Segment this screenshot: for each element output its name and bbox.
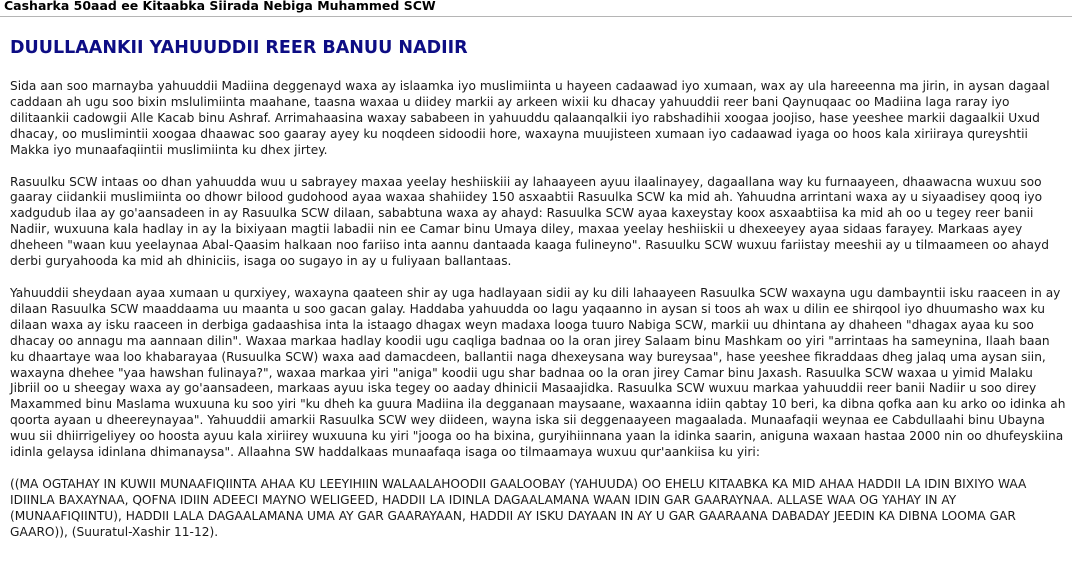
title-divider [0, 16, 1072, 17]
paragraph-3: Yahuuddii sheydaan ayaa xumaan u qurxiyey, waxayna qaateen shir ay uga hadlayaan sidii ay ku dili lahaayeen Rasuulka SCW waxayna ugu dambayntii isku raaceen in ay dilaan Rasuulka SCW maaddaama uu maanta u soo gacan galay. Haddaba yahuudda oo lagu yaqaanno in aysan si toos ah wax u dilin ee shirqool iyo dhuumasho wax ku dilaan waxa ay isku raaceen in derbiga gadaashisa inta la istaago dhagax weyn madaxa looga tuuro Nabiga SCW, markii uu dhintana ay dhaheen "dhagax ayaa ku soo dhacay oo annagu ma aannaan dilin". Waxaa markaa hadlay koodii ugu caqliga badnaa oo la oran jirey Salaam binu Mashkam oo yiri "arrintaas ha sameynina, Ilaah baan ku dhaartaye waa loo khabarayaa (Rusuulka SCW) waxa aad damacdeen, ballantii naga dhexeysana way bureysaa", hase yeeshee fikraddaas dheg jalaq uma aysan siin, waxayna dhehee "yaa hawshan fulinaya?", waxaa markaa yiri "aniga" koodii ugu shar badnaa oo la oran jirey Camar binu Jaxash. Rasuulka SCW waxaa u yimid Malaku Jibriil oo u sheegay waxa ay go'aansadeen, markaas ayuu iska tegey oo aaday dhinicii Masaajidka. Rasuulka SCW wuxuu markaa yahuuddii reer banii Nadiir u soo direy Maxammed binu Maslama wuxuuna ku soo yiri "ku dheh ka guura Madiina ila degganaan maysaane, waxaanna idiin qabtay 10 beri, ka dibna qofka aan ku arko oo idinka ah qoorta ayaan u dheereynayaa". Yahuuddii amarkii Rasuulka SCW wey diideen, wayna iska sii deggenaayeen magaalada. Munaafaqii weynaa ee Cabdullaahi binu Ubayna wuu sii dhiirrigeliyey oo hoosta ayuu kala xiriirey wuxuuna ku yiri "jooga oo ha bixina, guryihiinnana yaan la idinka saarin, aniguna waxaan hastaa 2000 nin oo dhufeyskiina idinla gelaysa idinlana dhimanaysa". Allaahna SW haddalkaas munaafaqa isaga oo tilmaamaya wuxuu qur'aankiisa ku yiri: [10, 285, 1066, 460]
article-body [10, 79, 1066, 557]
paragraph-1: Sida aan soo marnayba yahuuddii Madiina deggenayd waxa ay islaamka iyo muslimiinta u hayeen cadaawad iyo xumaan, wax ay ula hareeenna ma jirin, in aysan dagaal caddaan ah ugu soo bixin mslulimiinta maahane, taasna waxaa u diidey markii ay arkeen wixii ku dhacay yahuuddii reer bani Qaynuqaac oo Madiina laga raray iyo dilitaankii cadowgii Alle Kacab binu Ashraf. Arrimahaasina waxay sababeen in yahuuddu qalaanqalkii iyo rabshadihii xoogaa joojiso, hase yeeshee markii dagaalkii Uxud dhacay, oo muslimintii xoogaa dhaawac soo gaaray ayey ku noqdeen sidoodii hore, waxayna muujisteen xumaan iyo cadaawad iyaga oo hoos kala xiriiraya qureyshtii Makka iyo munaafaqiintii muslimiinta ku dhex jirtey. [10, 79, 1050, 157]
article-heading: DUULLAANKII YAHUUDDII REER BANUU NADIIR [10, 38, 468, 58]
page-title: Casharka 50aad ee Kitaabka Siirada Nebiga Muhammed SCW [4, 0, 436, 13]
paragraph-quran-quote: ((MA OGTAHAY IN KUWII MUNAAFIQIINTA AHAA KU LEEYIHIIN WALAALAHOODII GAALOOBAY (YAHUUDA) OO EHELU KITAABKA KA MID AHAA HADDII LA IDIN BIXIYO WAA IDIINLA BAXAYNAA, QOFNA IDIIN ADEECI MAYNO WELIGEED, HADDII LA IDINLA DAGAALAMANA WAAN IDIN GAR GAARAYNAA. ALLASE WAA OG YAHAY IN AY (MUNAAFIQIINTU), HADDII LALA DAGAALAMANA UMA AY GAR GAARAYAAN, HADDII AY ISKU DAYAAN IN AY U GAR GAARAANA DABADAY JEEDIN KA DIBNA LOOMA GAR GAARO)), (Suuratul-Xashir 11-12). [10, 476, 1027, 539]
paragraph-2: Rasuulku SCW intaas oo dhan yahuudda wuu u sabrayey maxaa yeelay heshiiskiii ay lahaayeen ayuu ilaalinayey, dagaallana way ku furnaayeen, dhaawacna wuxuu soo gaaray ciidankii muslimiinta oo dhowr bilood gudohood ayaa waxaa shahiidey 150 asxaabtii Rasuulka SCW ka mid ah. Yahuudna arrintani waxa ay u siyaadisey qooq iyo xadgudub ilaa ay go'aansadeen in ay Rasuulka SCW dilaan, sababtuna waxa ay ahayd: Rasuulka SCW ayaa kaxeystay koox asxaabtiisa ka mid ah oo u tegey reer banii Nadiir, wuxuuna kala hadlay in ay la bixiyaan magtii labadii nin ee Camar binu Umaya diley, maxaa yeelay heshiiskii u dhexeeyey ayaa sidaas farayey. Markaas ayey dheheen "waan kuu yeelaynaa Abal-Qaasim halkaan noo fariiso inta aannu dantaada kaaga fulineyno". Rasuulku SCW wuxuu fariistay meeshii ay u tilmaameen oo ahayd derbi guryahooda ka mid ah dhiniciis, isaga oo sugayo in ay u fuliyaan ballantaas. [10, 174, 1049, 269]
